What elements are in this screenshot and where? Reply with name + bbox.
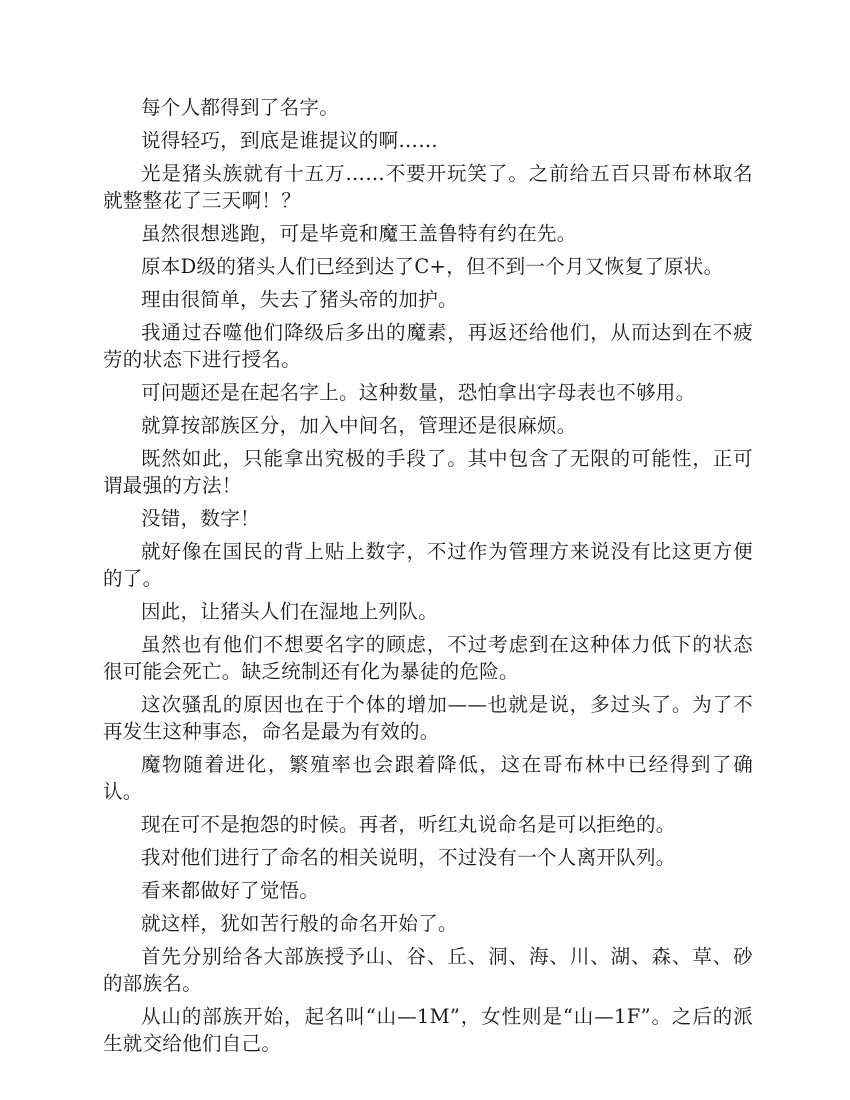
paragraph: 就好像在国民的背上贴上数字，不过作为管理方来说没有比这更方便的了。 — [103, 540, 753, 590]
paragraph: 理由很简单，失去了猪头帝的加护。 — [141, 288, 458, 311]
paragraph: 每个人都得到了名字。 — [141, 96, 340, 119]
paragraph: 没错，数字！ — [141, 507, 260, 530]
paragraph: 现在可不是抱怨的时候。再者，听红丸说命名是可以拒绝的。 — [141, 813, 676, 836]
paragraph: 看来都做好了觉悟。 — [141, 879, 320, 902]
paragraph: 既然如此，只能拿出究极的手段了。其中包含了无限的可能性，正可谓最强的方法！ — [103, 447, 753, 497]
paragraph: 就这样，犹如苦行般的命名开始了。 — [141, 912, 458, 935]
paragraph: 魔物随着进化，繁殖率也会跟着降低，这在哥布林中已经得到了确认。 — [103, 753, 753, 803]
paragraph: 这次骚乱的原因也在于个体的增加——也就是说，多过头了。为了不再发生这种事态，命名是最为有效的。 — [103, 693, 753, 743]
paragraph: 从山的部族开始，起名叫“山—1M”，女性则是“山—1F”。之后的派生就交给他们自己。 — [103, 1005, 753, 1055]
paragraph: 我对他们进行了命名的相关说明，不过没有一个人离开队列。 — [141, 846, 676, 869]
paragraph: 就算按部族区分，加入中间名，管理还是很麻烦。 — [141, 414, 577, 437]
paragraph: 因此，让猪头人们在湿地上列队。 — [141, 600, 439, 623]
document-page — [103, 94, 753, 1063]
paragraph: 我通过吞噬他们降级后多出的魔素，再返还给他们，从而达到在不疲劳的状态下进行授名。 — [103, 321, 753, 371]
paragraph: 光是猪头族就有十五万……不要开玩笑了。之前给五百只哥布林取名就整整花了三天啊！？ — [103, 162, 753, 212]
paragraph: 说得轻巧，到底是谁提议的啊…… — [141, 129, 438, 152]
paragraph: 原本D级的猪头人们已经到达了C+，但不到一个月又恢复了原状。 — [141, 255, 724, 278]
paragraph: 虽然也有他们不想要名字的顾虑，不过考虑到在这种体力低下的状态很可能会死亡。缺乏统制还有化为暴徒的危险。 — [103, 633, 753, 683]
paragraph: 首先分别给各大部族授予山、谷、丘、洞、海、川、湖、森、草、砂的部族名。 — [103, 945, 753, 995]
paragraph: 虽然很想逃跑，可是毕竟和魔王盖鲁特有约在先。 — [141, 222, 577, 245]
paragraph: 可问题还是在起名字上。这种数量，恐怕拿出字母表也不够用。 — [141, 381, 696, 404]
